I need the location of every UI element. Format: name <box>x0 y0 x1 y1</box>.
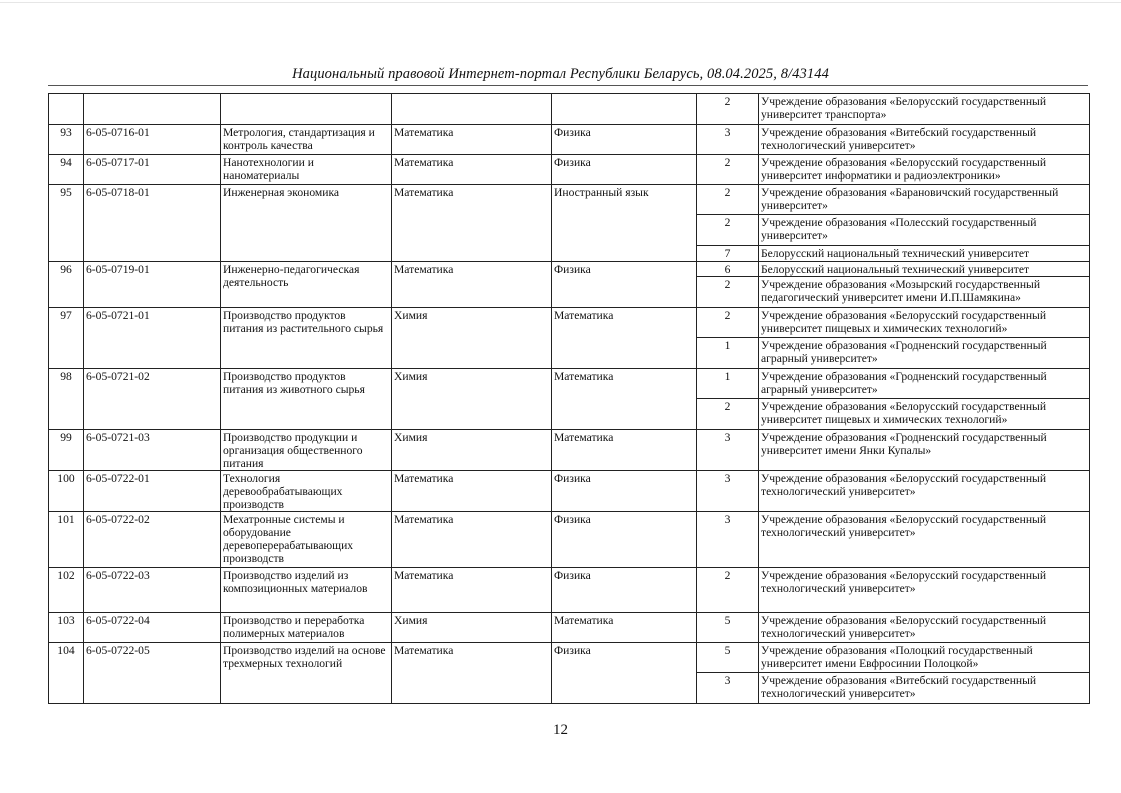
subject-first: Математика <box>392 185 552 262</box>
subject-second: Физика <box>552 125 697 155</box>
subject-second: Физика <box>552 155 697 185</box>
table-row <box>49 512 1090 568</box>
seats-count: 2 <box>697 155 759 185</box>
subject-first: Математика <box>392 568 552 613</box>
institution-name: Учреждение образования «Белорусский государственный университет пищевых и химических технологий» <box>759 399 1090 430</box>
institution-name: Учреждение образования «Полоцкий государственный университет имени Евфросинии Полоцкой» <box>759 643 1090 673</box>
seats-count: 3 <box>697 125 759 155</box>
specialty-name <box>221 94 392 125</box>
specialty-name: Производство продуктов питания из животного сырья <box>221 369 392 430</box>
row-number: 100 <box>49 471 84 512</box>
table-row <box>49 643 1090 673</box>
seats-count: 2 <box>697 94 759 125</box>
institution-name: Учреждение образования «Гродненский государственный аграрный университет» <box>759 369 1090 399</box>
seats-count: 5 <box>697 643 759 673</box>
subject-first: Математика <box>392 155 552 185</box>
institution-name: Учреждение образования «Мозырский государственный педагогический университет имени И.П.Шамякина» <box>759 277 1090 308</box>
table-row <box>49 430 1090 471</box>
seats-count: 3 <box>697 430 759 471</box>
specialty-code: 6-05-0718-01 <box>84 185 221 262</box>
institution-name: Белорусский национальный технический университет <box>759 246 1090 262</box>
subject-first: Химия <box>392 369 552 430</box>
subject-first: Химия <box>392 613 552 643</box>
seats-count: 3 <box>697 673 759 704</box>
row-number: 94 <box>49 155 84 185</box>
specialty-code: 6-05-0719-01 <box>84 262 221 308</box>
seats-count: 1 <box>697 369 759 399</box>
table-row <box>49 471 1090 512</box>
subject-second: Математика <box>552 613 697 643</box>
specialty-name: Производство изделий на основе трехмерных технологий <box>221 643 392 704</box>
seats-count: 3 <box>697 512 759 568</box>
seats-count: 2 <box>697 399 759 430</box>
row-number: 96 <box>49 262 84 308</box>
subject-second: Физика <box>552 471 697 512</box>
institution-name: Учреждение образования «Гродненский государственный университет имени Янки Купалы» <box>759 430 1090 471</box>
institution-name: Учреждение образования «Гродненский государственный аграрный университет» <box>759 338 1090 369</box>
specialty-code: 6-05-0721-02 <box>84 369 221 430</box>
row-number: 101 <box>49 512 84 568</box>
specialty-code: 6-05-0717-01 <box>84 155 221 185</box>
subject-second: Физика <box>552 568 697 613</box>
table-body <box>49 94 1090 704</box>
subject-second: Физика <box>552 262 697 308</box>
seats-count: 3 <box>697 471 759 512</box>
specialty-name: Производство продукции и организация общественного питания <box>221 430 392 471</box>
seats-count: 1 <box>697 338 759 369</box>
subject-second: Иностранный язык <box>552 185 697 262</box>
scan-top-edge <box>0 2 1121 3</box>
row-number <box>49 94 84 125</box>
institution-name: Белорусский национальный технический университет <box>759 262 1090 277</box>
subject-second: Физика <box>552 643 697 704</box>
subject-first <box>392 94 552 125</box>
specialty-name: Производство и переработка полимерных материалов <box>221 613 392 643</box>
subject-first: Математика <box>392 512 552 568</box>
specialty-code: 6-05-0721-01 <box>84 308 221 369</box>
page-header: Национальный правовой Интернет-портал Республики Беларусь, 08.04.2025, 8/43144 <box>292 66 829 82</box>
row-number: 104 <box>49 643 84 704</box>
row-number: 103 <box>49 613 84 643</box>
subject-second: Математика <box>552 369 697 430</box>
row-number: 102 <box>49 568 84 613</box>
institution-name: Учреждение образования «Белорусский государственный университет информатики и радиоэлектроники» <box>759 155 1090 185</box>
institution-name: Учреждение образования «Белорусский государственный университет транспорта» <box>759 94 1090 125</box>
institution-name: Учреждение образования «Белорусский государственный технологический университет» <box>759 512 1090 568</box>
header-rule <box>48 85 1088 86</box>
institution-name: Учреждение образования «Белорусский государственный технологический университет» <box>759 471 1090 512</box>
institution-name: Учреждение образования «Полесский государственный университет» <box>759 215 1090 246</box>
subject-first: Химия <box>392 430 552 471</box>
institution-name: Учреждение образования «Витебский государственный технологический университет» <box>759 673 1090 704</box>
table-row <box>49 185 1090 215</box>
subject-second: Математика <box>552 430 697 471</box>
specialty-code: 6-05-0722-02 <box>84 512 221 568</box>
subject-second <box>552 94 697 125</box>
row-number: 97 <box>49 308 84 369</box>
specialty-name: Инженерно-педагогическая деятельность <box>221 262 392 308</box>
institution-name: Учреждение образования «Белорусский государственный университет пищевых и химических технологий» <box>759 308 1090 338</box>
table-row <box>49 125 1090 155</box>
seats-count: 6 <box>697 262 759 277</box>
specialty-name: Технология деревообрабатывающих производств <box>221 471 392 512</box>
table-row <box>49 308 1090 338</box>
row-number: 93 <box>49 125 84 155</box>
specialty-code: 6-05-0722-04 <box>84 613 221 643</box>
specialties-table <box>48 93 1090 704</box>
institution-name: Учреждение образования «Белорусский государственный технологический университет» <box>759 568 1090 613</box>
table-row <box>49 369 1090 399</box>
table-row <box>49 155 1090 185</box>
subject-first: Математика <box>392 471 552 512</box>
specialty-name: Нанотехнологии и наноматериалы <box>221 155 392 185</box>
seats-count: 7 <box>697 246 759 262</box>
page-number: 12 <box>553 722 568 738</box>
specialty-code: 6-05-0722-05 <box>84 643 221 704</box>
seats-count: 2 <box>697 215 759 246</box>
subject-second: Математика <box>552 308 697 369</box>
specialty-name: Производство продуктов питания из растительного сырья <box>221 308 392 369</box>
row-number: 98 <box>49 369 84 430</box>
table-row <box>49 613 1090 643</box>
table-row <box>49 262 1090 277</box>
specialty-name: Инженерная экономика <box>221 185 392 262</box>
specialty-name: Метрология, стандартизация и контроль качества <box>221 125 392 155</box>
institution-name: Учреждение образования «Барановичский государственный университет» <box>759 185 1090 215</box>
specialty-name: Мехатронные системы и оборудование деревоперерабатывающих производств <box>221 512 392 568</box>
institution-name: Учреждение образования «Витебский государственный технологический университет» <box>759 125 1090 155</box>
row-number: 99 <box>49 430 84 471</box>
seats-count: 2 <box>697 308 759 338</box>
seats-count: 2 <box>697 568 759 613</box>
specialty-code: 6-05-0716-01 <box>84 125 221 155</box>
specialty-name: Производство изделий из композиционных материалов <box>221 568 392 613</box>
subject-first: Математика <box>392 125 552 155</box>
table-row <box>49 568 1090 613</box>
seats-count: 5 <box>697 613 759 643</box>
specialty-code: 6-05-0722-01 <box>84 471 221 512</box>
table-row <box>49 94 1090 125</box>
seats-count: 2 <box>697 277 759 308</box>
specialty-code: 6-05-0722-03 <box>84 568 221 613</box>
institution-name: Учреждение образования «Белорусский государственный технологический университет» <box>759 613 1090 643</box>
subject-first: Математика <box>392 643 552 704</box>
specialty-code: 6-05-0721-03 <box>84 430 221 471</box>
seats-count: 2 <box>697 185 759 215</box>
specialty-code <box>84 94 221 125</box>
subject-first: Математика <box>392 262 552 308</box>
subject-second: Физика <box>552 512 697 568</box>
row-number: 95 <box>49 185 84 262</box>
subject-first: Химия <box>392 308 552 369</box>
